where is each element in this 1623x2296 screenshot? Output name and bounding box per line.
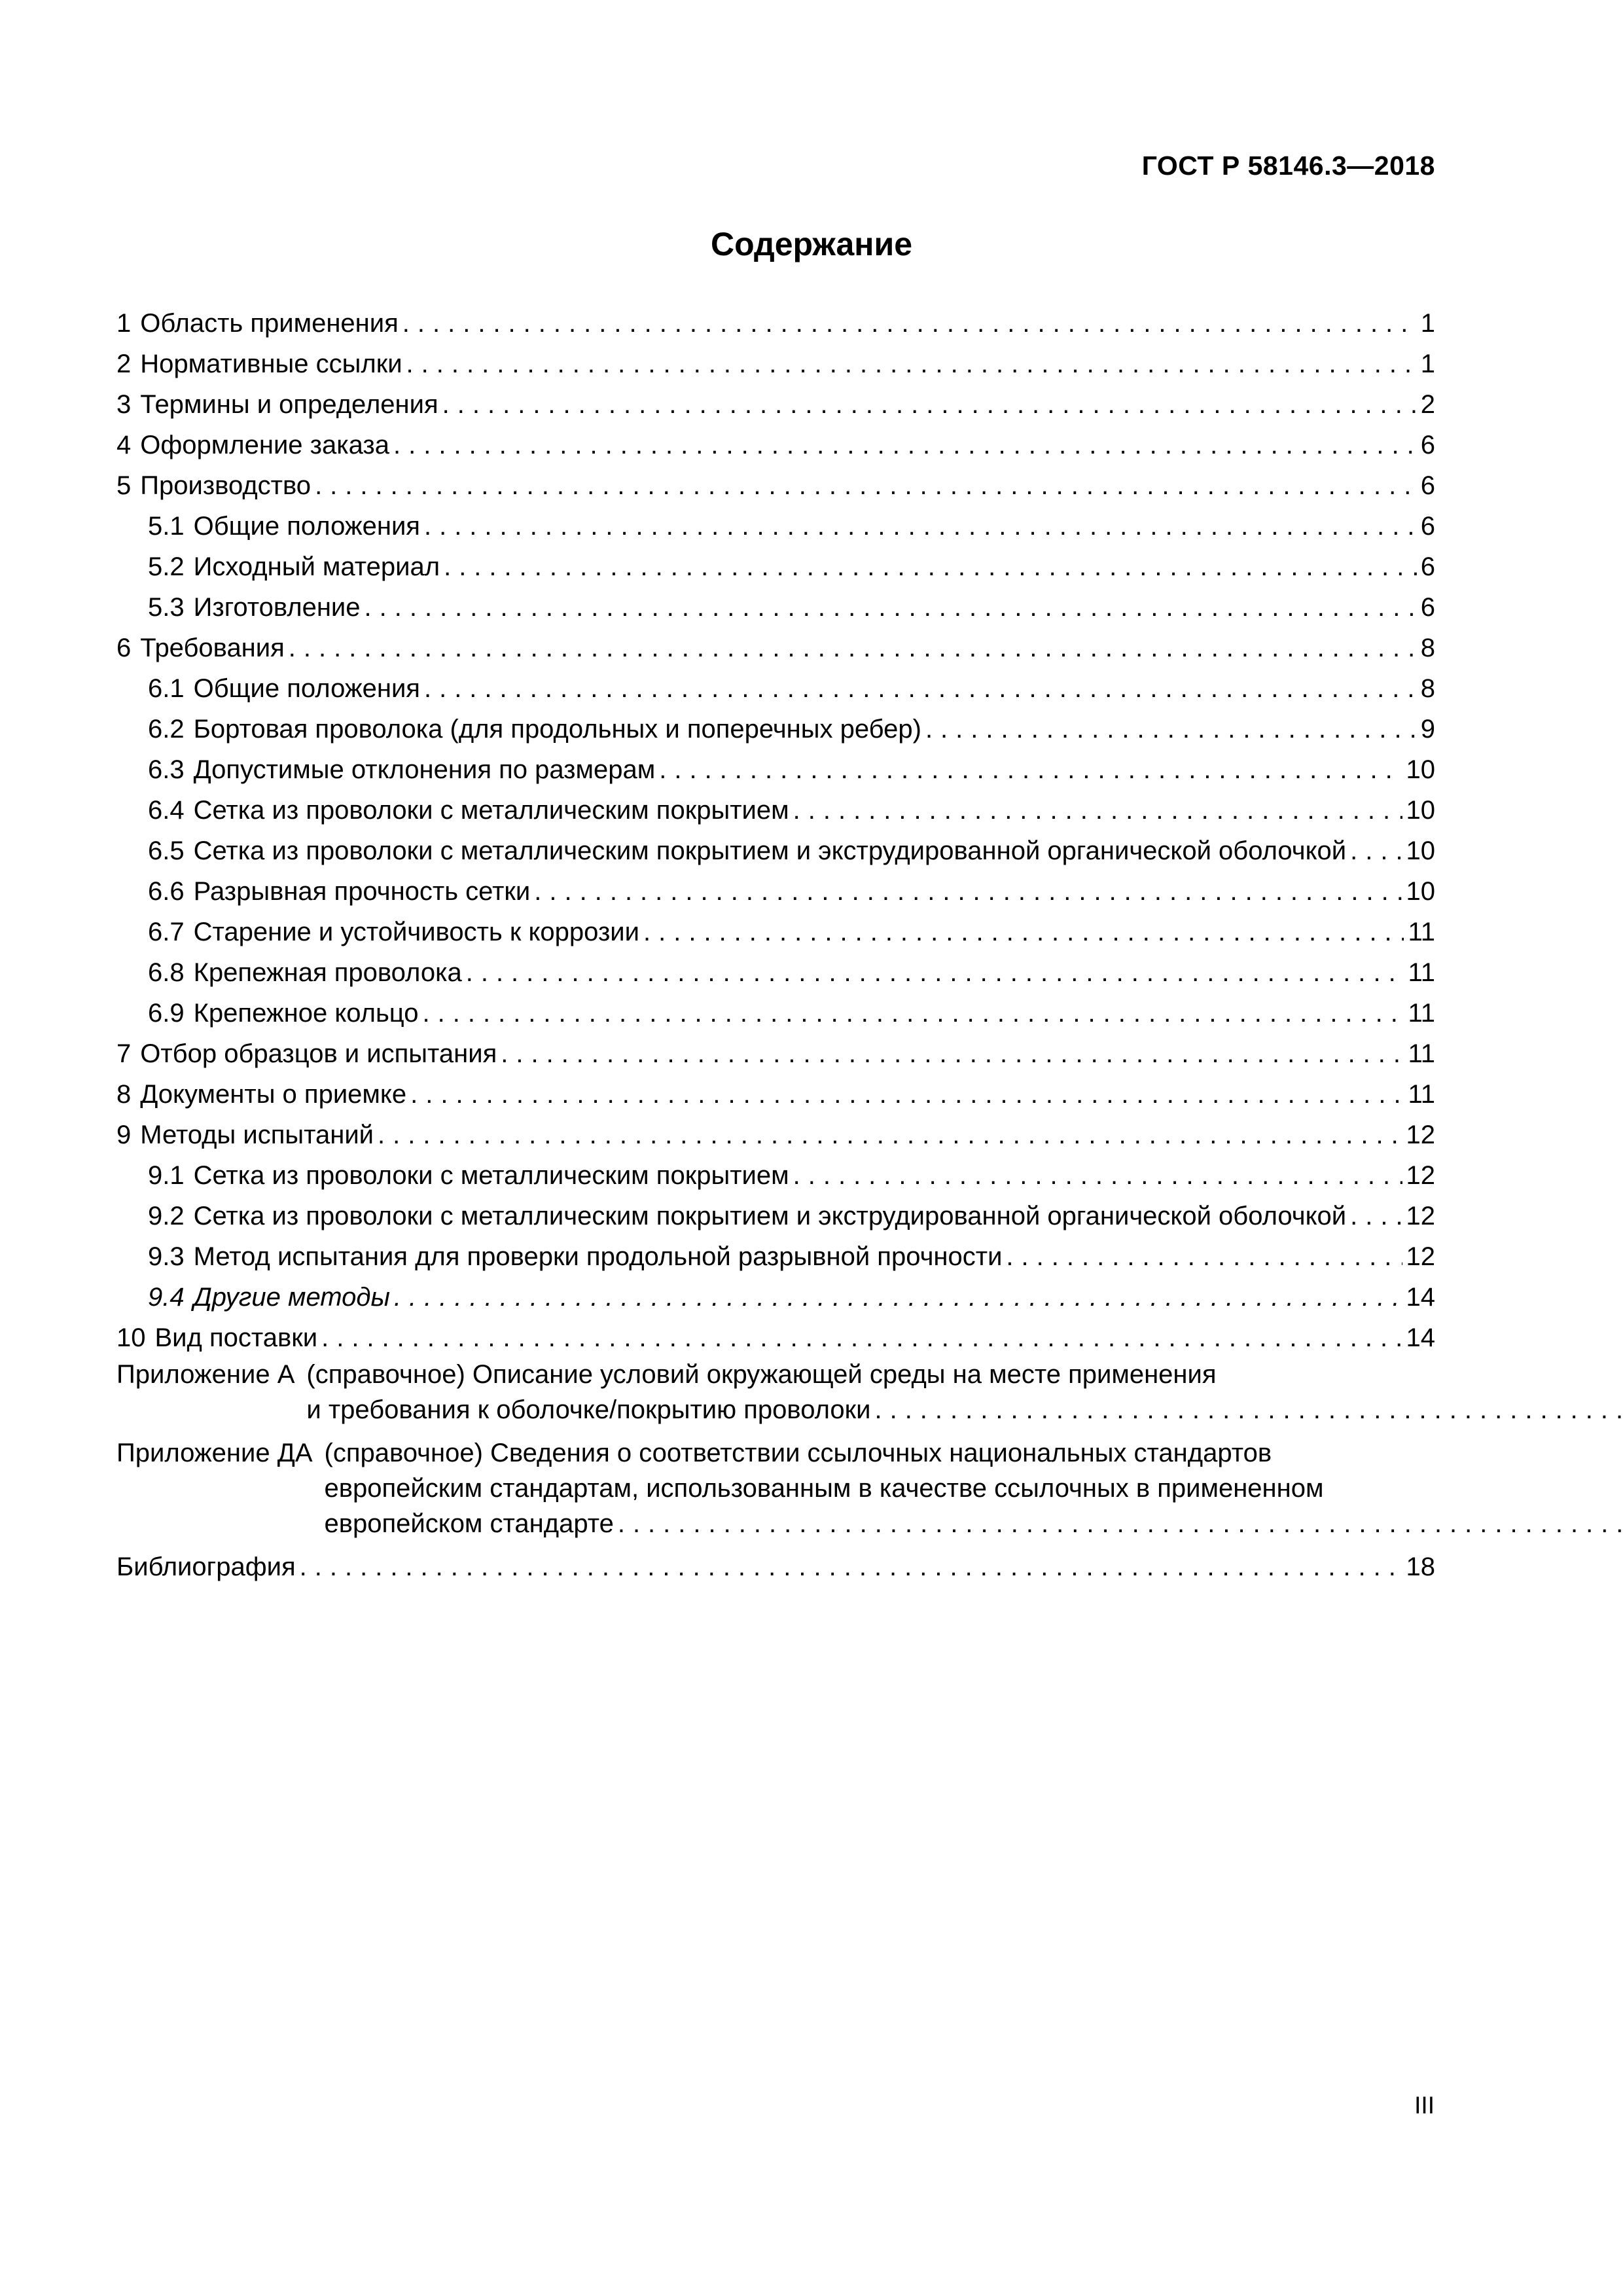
toc-entry-number: 9 bbox=[116, 1121, 132, 1149]
toc-entry-5[interactable] bbox=[116, 460, 1435, 501]
annex-label: Приложение ДА bbox=[116, 1439, 313, 1467]
annex-label: Приложение А bbox=[116, 1360, 295, 1389]
toc-entry-title: Термины и определения bbox=[140, 390, 438, 419]
toc-entry-5-3[interactable] bbox=[116, 582, 1435, 622]
toc-entry-title: Требования bbox=[140, 634, 285, 662]
dot-leader bbox=[466, 958, 1404, 988]
dot-leader bbox=[424, 511, 1417, 541]
toc-entry-6-7[interactable] bbox=[116, 906, 1435, 947]
toc-entry-6-4[interactable] bbox=[116, 785, 1435, 825]
toc-entry-page: 14 bbox=[1406, 1283, 1435, 1312]
toc-entry-title: Методы испытаний bbox=[140, 1121, 374, 1149]
page-number: III bbox=[1414, 2092, 1435, 2119]
toc-entry-page: 10 bbox=[1406, 796, 1435, 825]
toc-entry-title: Общие положения bbox=[193, 512, 420, 541]
toc-entry-page: 9 bbox=[1420, 715, 1435, 744]
dot-leader bbox=[659, 755, 1402, 785]
toc-entry-6-2[interactable] bbox=[116, 704, 1435, 744]
toc-entry-number: 7 bbox=[116, 1039, 132, 1068]
dot-leader bbox=[365, 592, 1417, 622]
toc-entry-title: Допустимые отклонения по размерам bbox=[193, 755, 656, 784]
toc-entry-number: 6.3 bbox=[148, 755, 185, 784]
toc-entry-title: Сетка из проволоки с металлическим покрытием bbox=[193, 1161, 789, 1190]
toc-entry-number: 6.7 bbox=[148, 918, 185, 946]
toc-entry-6-6[interactable] bbox=[116, 866, 1435, 906]
toc-entry-number: 1 bbox=[116, 309, 132, 338]
toc-entry-5-1[interactable] bbox=[116, 501, 1435, 541]
toc-entry-page: 12 bbox=[1406, 1202, 1435, 1230]
toc-entry-title: Документы о приемке bbox=[140, 1080, 407, 1109]
toc-entry-page: 6 bbox=[1420, 431, 1435, 459]
toc-entry-title: Сетка из проволоки с металлическим покрытием bbox=[193, 796, 789, 825]
annex-title-line: и требования к оболочке/покрытию проволоки bbox=[306, 1395, 871, 1424]
toc-entry-title: Нормативные ссылки bbox=[140, 350, 402, 378]
dot-leader bbox=[300, 1552, 1402, 1582]
toc-entry-page: 14 bbox=[1406, 1323, 1435, 1352]
toc-entry-number: 6.5 bbox=[148, 836, 185, 865]
annex-title-line: европейским стандартам, использованным в качестве ссылочных в примененном bbox=[324, 1474, 1324, 1503]
toc-entry-title: Разрывная прочность сетки bbox=[193, 877, 531, 906]
toc-entry-number: 2 bbox=[116, 350, 132, 378]
toc-entry-number: 5.2 bbox=[148, 552, 185, 581]
toc-entry-title: Производство bbox=[140, 471, 312, 500]
toc-entry-page: 11 bbox=[1408, 999, 1435, 1028]
toc-entry-title: Отбор образцов и испытания bbox=[140, 1039, 497, 1068]
toc-entry-title: Сетка из проволоки с металлическим покрытием и экструдированной органической оболочкой bbox=[193, 836, 1347, 865]
toc-entry-number: 5.1 bbox=[148, 512, 185, 541]
dot-leader bbox=[793, 1160, 1402, 1191]
toc-entry-number: 3 bbox=[116, 390, 132, 419]
dot-leader bbox=[925, 714, 1417, 744]
dot-leader bbox=[793, 795, 1402, 825]
dot-leader bbox=[423, 998, 1404, 1028]
toc-entry-title: Общие положения bbox=[193, 674, 420, 703]
dot-leader bbox=[424, 673, 1417, 704]
toc-entry-page: 2 bbox=[1420, 390, 1435, 419]
dot-leader bbox=[874, 1392, 1623, 1427]
toc-entry-number: 9.2 bbox=[148, 1202, 185, 1230]
toc-entry-page: 11 bbox=[1408, 958, 1435, 987]
toc-entry-5-2[interactable] bbox=[116, 541, 1435, 582]
toc-entry-page: 10 bbox=[1406, 836, 1435, 865]
toc-annex-a[interactable] bbox=[116, 1357, 1435, 1427]
dot-leader bbox=[393, 430, 1417, 460]
toc-entry-page: 10 bbox=[1406, 877, 1435, 906]
toc-entry-title: Изготовление bbox=[193, 593, 361, 622]
toc-entry-6-1[interactable] bbox=[116, 663, 1435, 704]
toc-entry-number: 9.3 bbox=[148, 1242, 185, 1271]
toc-entry-number: 6.4 bbox=[148, 796, 185, 825]
annex-title-line: европейском стандарте bbox=[324, 1509, 614, 1538]
toc-entry-page: 1 bbox=[1420, 309, 1435, 338]
toc-entry-9[interactable] bbox=[116, 1109, 1435, 1150]
dot-leader bbox=[378, 1120, 1402, 1150]
toc-entry-page: 8 bbox=[1420, 634, 1435, 662]
dot-leader bbox=[442, 389, 1417, 420]
toc-entry-page: 6 bbox=[1420, 552, 1435, 581]
toc-entry-title: Крепежная проволока bbox=[193, 958, 462, 987]
toc-entry-title: Бортовая проволока (для продольных и поперечных ребер) bbox=[193, 715, 921, 744]
toc-entry-number: 5 bbox=[116, 471, 132, 500]
toc-entry-title: Сетка из проволоки с металлическим покрытием и экструдированной органической оболочкой bbox=[193, 1202, 1347, 1230]
toc-entry-page: 12 bbox=[1406, 1161, 1435, 1190]
toc-entry-number: 6.9 bbox=[148, 999, 185, 1028]
dot-leader bbox=[321, 1323, 1402, 1353]
toc-entry-1[interactable] bbox=[116, 298, 1435, 338]
table-of-contents bbox=[116, 298, 1435, 1582]
toc-entry-9-2[interactable] bbox=[116, 1191, 1435, 1231]
annex-title-line: (справочное) Описание условий окружающей среды на месте применения bbox=[306, 1360, 1217, 1389]
toc-entry-page: 12 bbox=[1406, 1242, 1435, 1271]
toc-entry-page: 10 bbox=[1406, 755, 1435, 784]
toc-entry-page: 6 bbox=[1420, 471, 1435, 500]
toc-entry-number: 6.6 bbox=[148, 877, 185, 906]
dot-leader bbox=[1350, 1201, 1402, 1231]
annex-title-line: (справочное) Сведения о соответствии ссылочных национальных стандартов bbox=[324, 1439, 1272, 1467]
dot-leader bbox=[1350, 836, 1402, 866]
toc-entry-page: 6 bbox=[1420, 593, 1435, 622]
toc-entry-9-1[interactable] bbox=[116, 1150, 1435, 1191]
toc-entry-page: 12 bbox=[1406, 1121, 1435, 1149]
toc-entry-page: 8 bbox=[1420, 674, 1435, 703]
toc-entry-number: 6 bbox=[116, 634, 132, 662]
toc-entry-title: Метод испытания для проверки продольной разрывной прочности bbox=[193, 1242, 1003, 1271]
toc-entry-page: 18 bbox=[1406, 1552, 1435, 1581]
toc-entry-number: 6.1 bbox=[148, 674, 185, 703]
toc-entry-title: Вид поставки bbox=[154, 1323, 318, 1352]
dot-leader bbox=[406, 349, 1417, 379]
toc-entry-title: Другие методы bbox=[193, 1283, 390, 1312]
toc-entry-8[interactable] bbox=[116, 1069, 1435, 1109]
toc-entry-page: 11 bbox=[1408, 1039, 1435, 1068]
toc-entry-title: Оформление заказа bbox=[140, 431, 389, 459]
toc-entry-number: 9.4 bbox=[148, 1283, 185, 1312]
toc-entry-9-3[interactable] bbox=[116, 1231, 1435, 1272]
dot-leader bbox=[315, 471, 1417, 501]
toc-entry-title: Крепежное кольцо bbox=[193, 999, 419, 1028]
toc-entry-7[interactable] bbox=[116, 1028, 1435, 1069]
toc-entry-6-3[interactable] bbox=[116, 744, 1435, 785]
toc-entry-title: Исходный материал bbox=[193, 552, 440, 581]
toc-entry-title: Старение и устойчивость к коррозии bbox=[193, 918, 639, 946]
toc-entry-3[interactable] bbox=[116, 379, 1435, 420]
toc-entry-page: 6 bbox=[1420, 512, 1435, 541]
toc-entry-number: 9.1 bbox=[148, 1161, 185, 1190]
toc-annex-da[interactable] bbox=[116, 1435, 1435, 1541]
toc-entry-page: 11 bbox=[1408, 918, 1435, 946]
toc-entry-number: 10 bbox=[116, 1323, 146, 1352]
toc-entry-title: Библиография bbox=[116, 1552, 296, 1581]
dot-leader bbox=[289, 633, 1417, 663]
toc-entry-6-8[interactable] bbox=[116, 947, 1435, 988]
dot-leader bbox=[534, 876, 1402, 906]
toc-entry-6[interactable] bbox=[116, 622, 1435, 663]
dot-leader bbox=[410, 1079, 1404, 1109]
toc-title: Содержание bbox=[710, 226, 913, 262]
toc-entry-6-9[interactable] bbox=[116, 988, 1435, 1028]
toc-entry-9-4[interactable] bbox=[116, 1272, 1435, 1312]
toc-entry-2[interactable] bbox=[116, 338, 1435, 379]
toc-entry-number: 6.2 bbox=[148, 715, 185, 744]
toc-entry-bibliography[interactable] bbox=[116, 1541, 1435, 1582]
dot-leader bbox=[501, 1039, 1404, 1069]
dot-leader bbox=[618, 1506, 1623, 1541]
dot-leader bbox=[1006, 1242, 1402, 1272]
toc-entry-page: 1 bbox=[1420, 350, 1435, 378]
dot-leader bbox=[643, 917, 1404, 947]
dot-leader bbox=[394, 1282, 1402, 1312]
toc-entry-6-5[interactable] bbox=[116, 825, 1435, 866]
document-code: ГОСТ Р 58146.3—2018 bbox=[1141, 151, 1435, 181]
dot-leader bbox=[444, 552, 1417, 582]
toc-entry-number: 4 bbox=[116, 431, 132, 459]
toc-entry-4[interactable] bbox=[116, 420, 1435, 460]
toc-entry-number: 5.3 bbox=[148, 593, 185, 622]
dot-leader bbox=[402, 308, 1417, 338]
toc-entry-10[interactable] bbox=[116, 1312, 1435, 1353]
toc-entry-number: 6.8 bbox=[148, 958, 185, 987]
toc-entry-title: Область применения bbox=[140, 309, 399, 338]
toc-entry-number: 8 bbox=[116, 1080, 132, 1109]
toc-entry-page: 11 bbox=[1408, 1080, 1435, 1109]
